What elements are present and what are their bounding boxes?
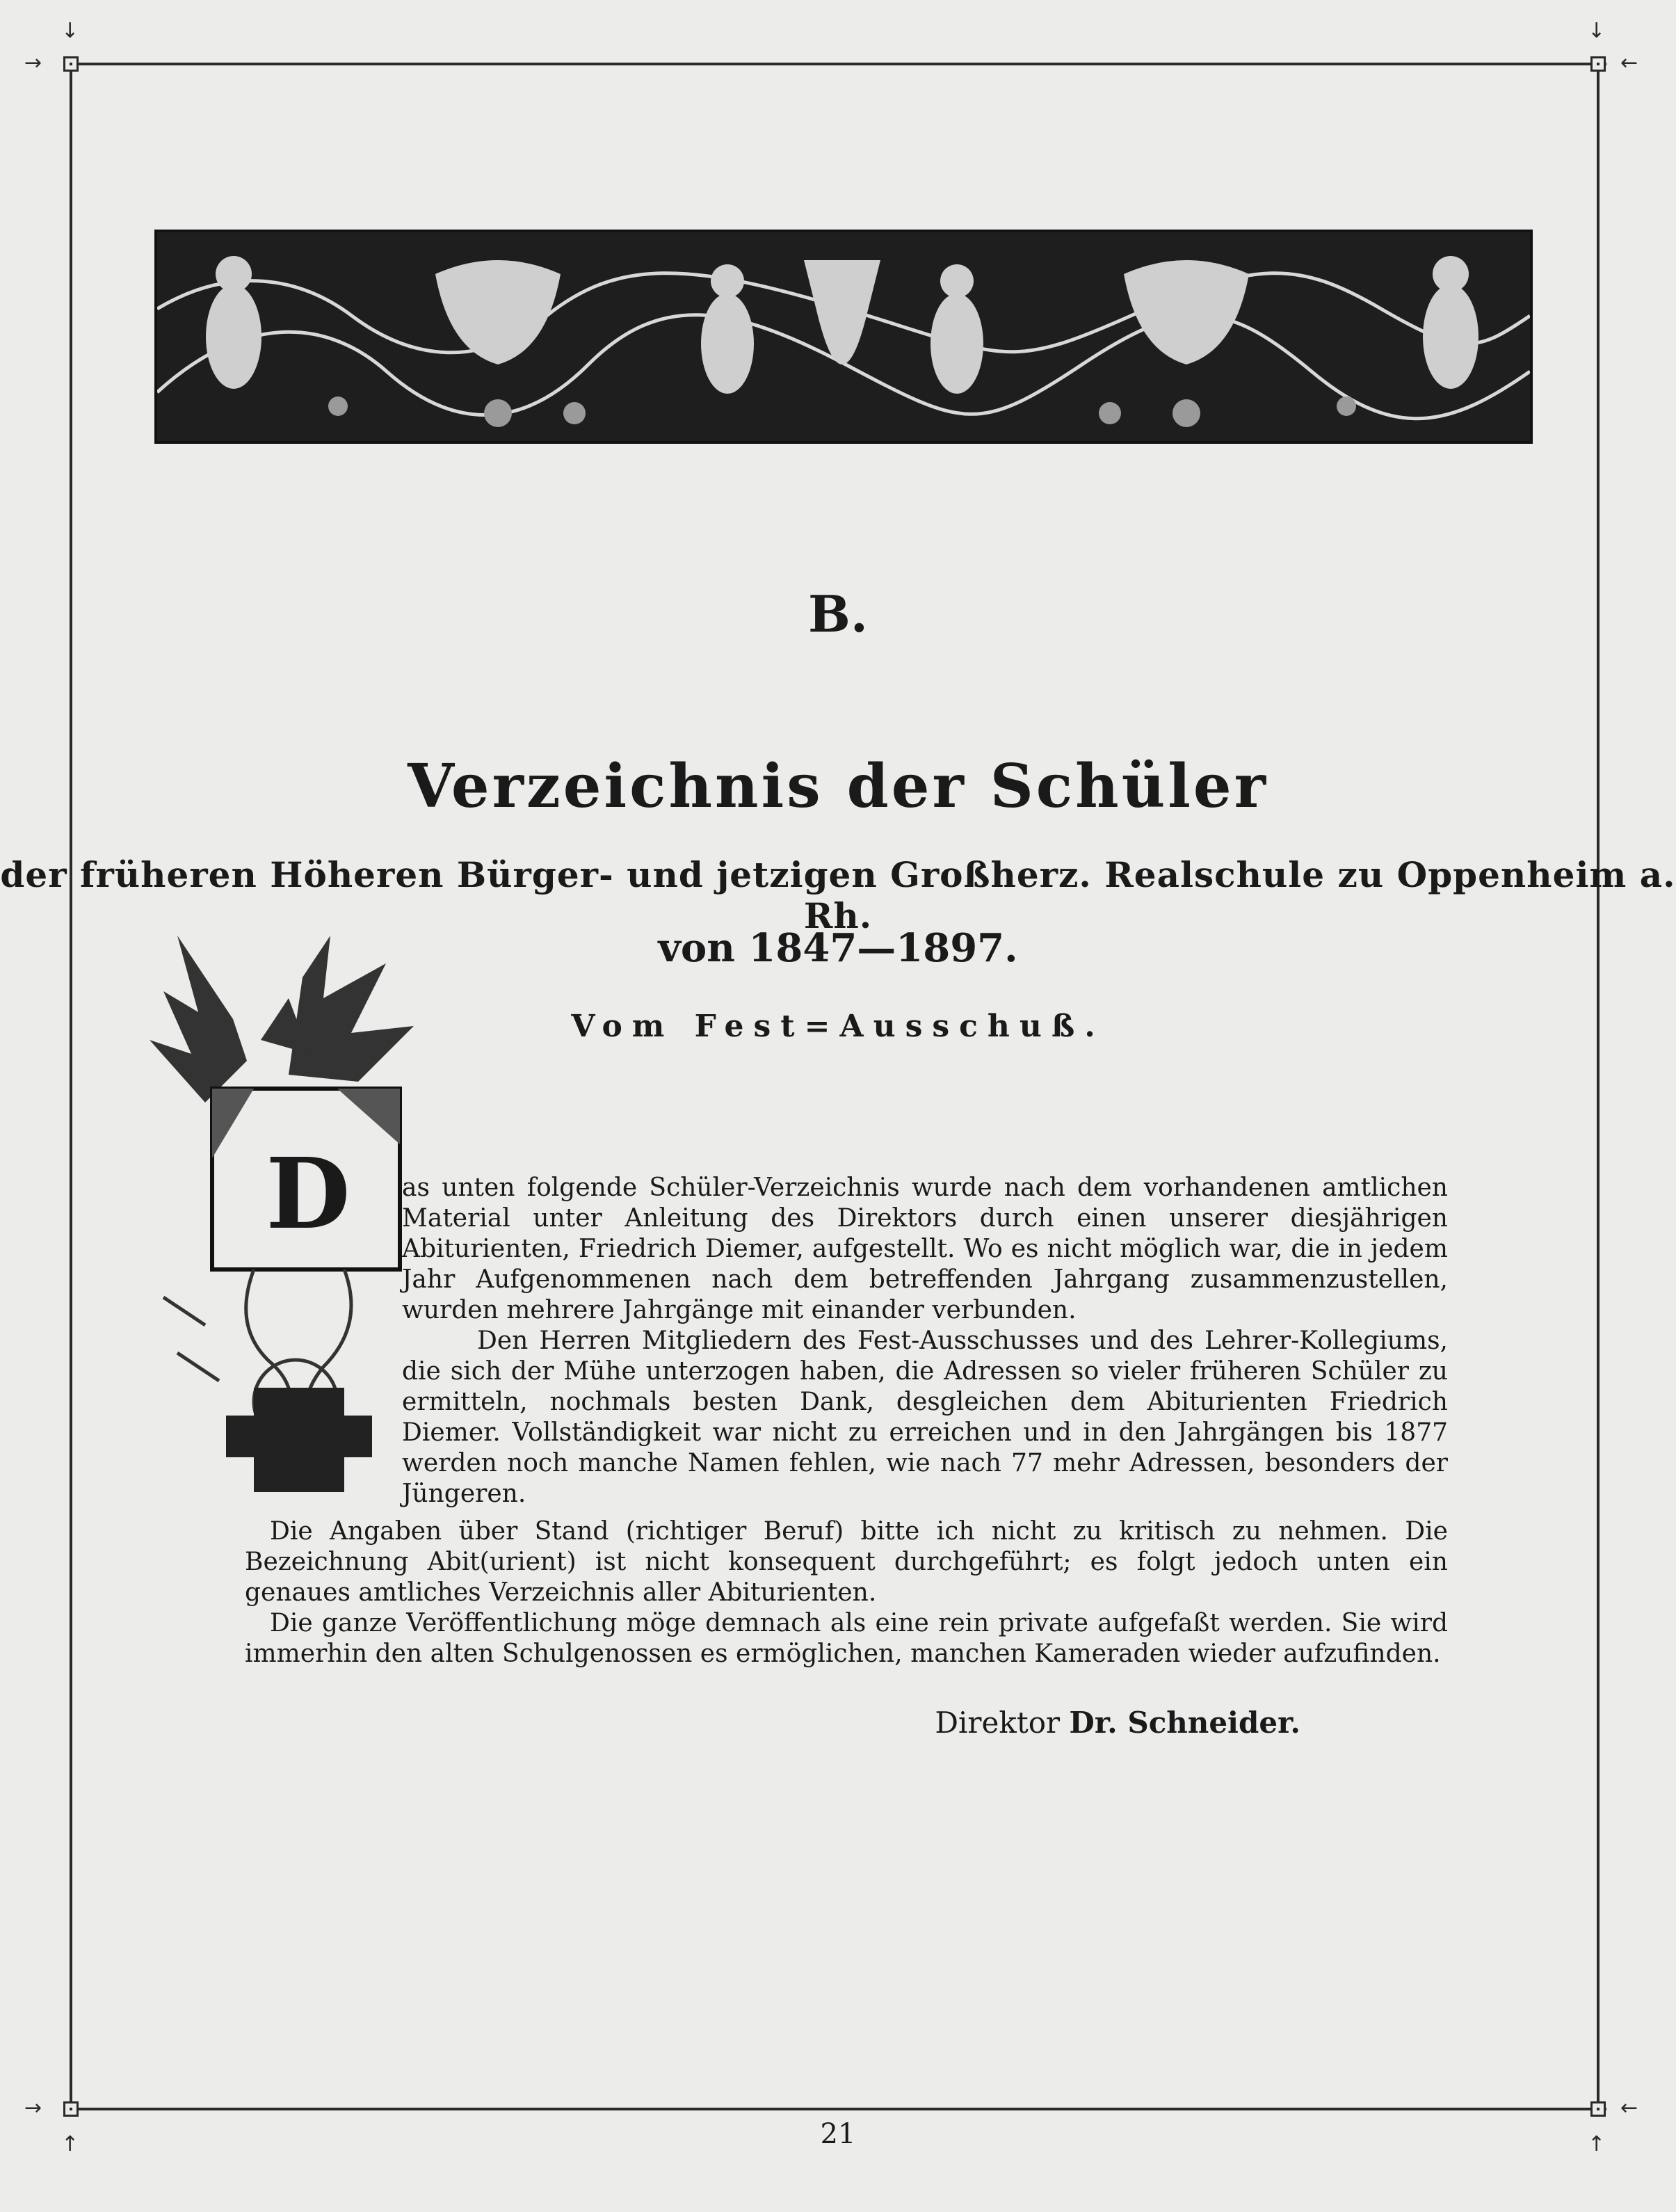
arrow-right-icon: →	[24, 51, 42, 75]
page-title: Verzeichnis der Schüler	[408, 751, 1268, 822]
page-subtitle: der früheren Höheren Bürger- und jetzigen Großherz. Realschule zu Oppenheim a. Rh.	[0, 854, 1676, 936]
year-range: von 1847—1897.	[658, 925, 1018, 971]
initial-ornament-icon	[150, 936, 424, 1506]
signature-name: Dr. Schneider.	[1069, 1706, 1300, 1740]
drop-cap-letter: D	[266, 1137, 350, 1251]
section-letter: B.	[808, 584, 868, 643]
body-paragraph-3	[245, 1516, 1448, 1608]
frame-corner-icon	[1590, 2101, 1606, 2117]
arrow-right-icon: →	[24, 2096, 42, 2120]
frame-right-line	[1597, 63, 1600, 2110]
body-paragraph-4	[245, 1608, 1448, 1669]
body-paragraph-2-text: Den Herren Mitgliedern des Fest-Ausschusses und des Lehrer-Kollegiums, die sich der Mühe unterzogen haben, die Adressen so vieler früheren Schüler zu ermitteln, nochmals besten Dank, desgleichen dem Abiturienten Friedrich Diemer. Vollständigkeit war nicht zu erreichen und in den Jahrgängen bis 1877 werden noch manche Namen fehlen, wie nach 77 mehr Adressen, besonders der Jüngeren.	[402, 1327, 1448, 1508]
signature	[935, 1706, 1300, 1740]
arrow-up-icon: ↑	[61, 2132, 79, 2156]
body-paragraph-4-text: Die ganze Veröffentlichung möge demnach als eine rein private aufgefaßt werden. Sie wird immerhin den alten Schulgenossen es ermöglichen, manchen Kameraden wieder aufzufinden.	[245, 1609, 1448, 1668]
ornamental-frieze	[154, 230, 1533, 444]
page-number: 21	[820, 2118, 856, 2150]
arrow-down-icon: ↓	[61, 19, 79, 43]
frame-corner-icon	[63, 2101, 79, 2117]
arrow-left-icon: ←	[1620, 51, 1638, 75]
committee-line: Vom Fest=Ausschuß.	[571, 1009, 1105, 1044]
frieze-pattern-icon	[157, 232, 1530, 441]
signature-prefix: Direktor	[935, 1706, 1061, 1740]
body-paragraph-2	[402, 1326, 1448, 1509]
body-paragraph-3-text: Die Angaben über Stand (richtiger Beruf) bitte ich nicht zu kritisch zu nehmen. Die Bezeichnung Abit(urient) ist nicht konsequent durchgeführt; es folgt jedoch unten ein genaues amtliches Verzeichnis aller Abiturienten.	[245, 1517, 1448, 1607]
arrow-left-icon: ←	[1620, 2096, 1638, 2120]
frame-left-line	[70, 63, 72, 2110]
frame-corner-icon	[1590, 56, 1606, 72]
floral-initial-ornament	[150, 936, 424, 1506]
arrow-up-icon: ↑	[1588, 2132, 1606, 2156]
body-paragraph-1: as unten folgende Schüler-Verzeichnis wurde nach dem vorhandenen amtlichen Material unter Anleitung des Direktors durch einen unserer diesjährigen Abiturienten, Friedrich Diemer, aufgestellt. Wo es nicht möglich war, die in jedem Jahr Aufgenommenen nach dem betreffenden Jahrgang zusammenzustellen, wurden mehrere Jahrgänge mit einander verbunden.	[402, 1173, 1448, 1324]
frame-corner-icon	[63, 56, 79, 72]
arrow-down-icon: ↓	[1588, 19, 1606, 43]
frame-bottom-line	[70, 2108, 1606, 2110]
frame-top-line	[70, 63, 1606, 65]
